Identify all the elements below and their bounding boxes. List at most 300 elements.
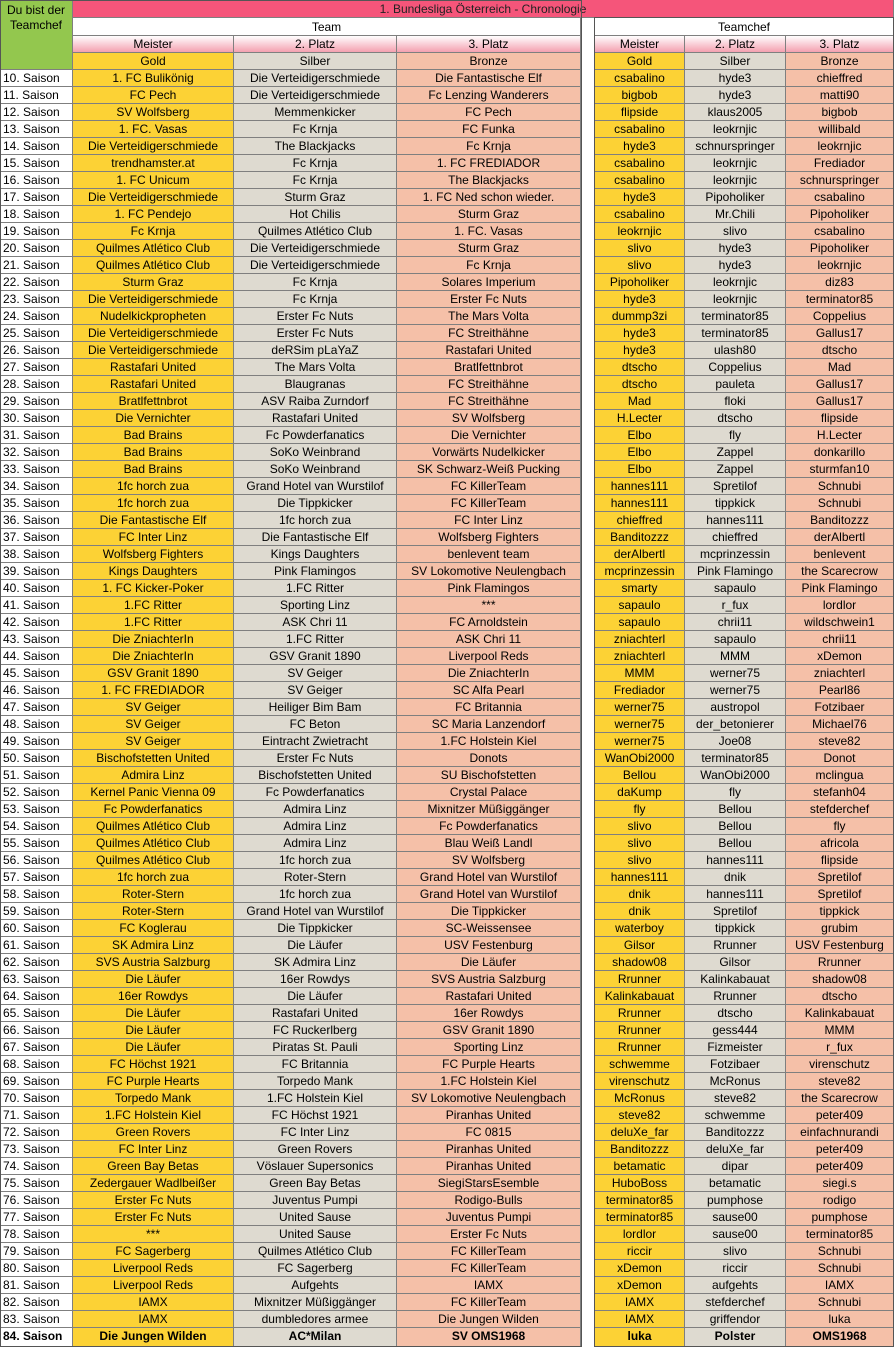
chef-platz3: Schnubi — [786, 1294, 894, 1311]
team-meister: GSV Granit 1890 — [73, 665, 234, 682]
chef-meister: dtscho — [595, 376, 685, 393]
season-label: 62. Saison — [0, 954, 73, 971]
team-meister: Rastafari United — [73, 376, 234, 393]
chef-platz3: Spretilof — [786, 886, 894, 903]
team-platz2: FC Inter Linz — [234, 1124, 397, 1141]
team-platz2: Erster Fc Nuts — [234, 308, 397, 325]
team-meister: Die Läufer — [73, 1005, 234, 1022]
chef-platz2: leokrnjic — [685, 274, 786, 291]
chef-platz2: Bellou — [685, 835, 786, 852]
team-meister: Torpedo Mank — [73, 1090, 234, 1107]
chef-meister: deluXe_far — [595, 1124, 685, 1141]
team-meister: SK Admira Linz — [73, 937, 234, 954]
chef-platz3: diz83 — [786, 274, 894, 291]
team-platz3: FC KillerTeam — [397, 478, 581, 495]
team-platz2: Memmenkicker — [234, 104, 397, 121]
chef-platz3: dtscho — [786, 342, 894, 359]
chef-platz2: chieffred — [685, 529, 786, 546]
chef-platz3: Banditozzz — [786, 512, 894, 529]
team-platz2: Aufgehts — [234, 1277, 397, 1294]
team-platz3: 1.FC Holstein Kiel — [397, 1073, 581, 1090]
team-meister: FC Pech — [73, 87, 234, 104]
chef-meister: Frediador — [595, 682, 685, 699]
season-label: 82. Saison — [0, 1294, 73, 1311]
team-platz3: SVS Austria Salzburg — [397, 971, 581, 988]
team-meister: Roter-Stern — [73, 903, 234, 920]
team-platz3: FC Purple Hearts — [397, 1056, 581, 1073]
chef-platz2: schnurspringer — [685, 138, 786, 155]
team-platz3: FC 0815 — [397, 1124, 581, 1141]
chef-platz2: sause00 — [685, 1209, 786, 1226]
season-label: 56. Saison — [0, 852, 73, 869]
team-meister: Sturm Graz — [73, 274, 234, 291]
chef-platz3: flipside — [786, 410, 894, 427]
season-label: 77. Saison — [0, 1209, 73, 1226]
chef-meister: Elbo — [595, 461, 685, 478]
chef-platz3: IAMX — [786, 1277, 894, 1294]
team-meister: Bad Brains — [73, 461, 234, 478]
season-label: 78. Saison — [0, 1226, 73, 1243]
chef-platz3: USV Festenburg — [786, 937, 894, 954]
team-meister: Die Verteidigerschmiede — [73, 342, 234, 359]
season-label: 21. Saison — [0, 257, 73, 274]
chef-platz2: aufgehts — [685, 1277, 786, 1294]
team-meister: Green Rovers — [73, 1124, 234, 1141]
team-platz2: Fc Krnja — [234, 121, 397, 138]
chef-platz2: dipar — [685, 1158, 786, 1175]
chef-platz3: terminator85 — [786, 1226, 894, 1243]
chef-meister: hannes111 — [595, 495, 685, 512]
season-label: 63. Saison — [0, 971, 73, 988]
chef-platz2: slivo — [685, 223, 786, 240]
chef-meister: hannes111 — [595, 478, 685, 495]
chef-meister: hyde3 — [595, 291, 685, 308]
season-label: 80. Saison — [0, 1260, 73, 1277]
season-label: 16. Saison — [0, 172, 73, 189]
chef-platz2: sapaulo — [685, 631, 786, 648]
team-platz2: Admira Linz — [234, 818, 397, 835]
chef-platz3: grubim — [786, 920, 894, 937]
chef-platz3: Schnubi — [786, 478, 894, 495]
team-platz2: SV Geiger — [234, 665, 397, 682]
team-platz3: Blau Weiß Landl — [397, 835, 581, 852]
team-platz2: Green Rovers — [234, 1141, 397, 1158]
chef-meister: steve82 — [595, 1107, 685, 1124]
team-platz2: Erster Fc Nuts — [234, 750, 397, 767]
chef-platz3: Donot — [786, 750, 894, 767]
team-meister: trendhamster.at — [73, 155, 234, 172]
team-platz3: ASK Chri 11 — [397, 631, 581, 648]
season-label: 15. Saison — [0, 155, 73, 172]
chef-platz3: steve82 — [786, 1073, 894, 1090]
chef-meister: Rrunner — [595, 1039, 685, 1056]
medal-bronze-chef: Bronze — [786, 53, 894, 70]
chef-platz3: fly — [786, 818, 894, 835]
chef-platz3: MMM — [786, 1022, 894, 1039]
team-meister: 1. FC Kicker-Poker — [73, 580, 234, 597]
chef-platz3: stefanh04 — [786, 784, 894, 801]
team-platz2: Die Verteidigerschmiede — [234, 240, 397, 257]
team-platz2: Die Verteidigerschmiede — [234, 257, 397, 274]
chef-meister: MMM — [595, 665, 685, 682]
chef-platz2: dnik — [685, 869, 786, 886]
chef-platz2: Mr.Chili — [685, 206, 786, 223]
chef-platz3: peter409 — [786, 1141, 894, 1158]
chef-meister: HuboBoss — [595, 1175, 685, 1192]
team-platz3: Sporting Linz — [397, 1039, 581, 1056]
chef-platz2: betamatic — [685, 1175, 786, 1192]
team-platz2: Vöslauer Supersonics — [234, 1158, 397, 1175]
team-platz3: Grand Hotel van Wurstilof — [397, 886, 581, 903]
chef-meister: H.Lecter — [595, 410, 685, 427]
chef-platz2: hyde3 — [685, 257, 786, 274]
team-platz3: FC KillerTeam — [397, 1260, 581, 1277]
team-platz2: 1.FC Holstein Kiel — [234, 1090, 397, 1107]
team-platz3: SC Alfa Pearl — [397, 682, 581, 699]
chef-platz3: Gallus17 — [786, 376, 894, 393]
team-platz3: Donots — [397, 750, 581, 767]
medal-bronze-team: Bronze — [397, 53, 581, 70]
chef-meister: waterboy — [595, 920, 685, 937]
medal-gold-team: Gold — [73, 53, 234, 70]
team-meister: 1. FC Bulikönig — [73, 70, 234, 87]
team-meister: Die Verteidigerschmiede — [73, 138, 234, 155]
team-platz2: Sturm Graz — [234, 189, 397, 206]
team-platz2: FC Ruckerlberg — [234, 1022, 397, 1039]
chef-platz3: xDemon — [786, 648, 894, 665]
chef-meister: hyde3 — [595, 189, 685, 206]
team-meister: Die Läufer — [73, 971, 234, 988]
team-meister: FC Koglerau — [73, 920, 234, 937]
team-platz2: Torpedo Mank — [234, 1073, 397, 1090]
chef-platz3: Pink Flamingo — [786, 580, 894, 597]
team-meister: IAMX — [73, 1311, 234, 1328]
chef-platz3: luka — [786, 1311, 894, 1328]
team-meister: 1.FC Ritter — [73, 597, 234, 614]
chef-meister: xDemon — [595, 1277, 685, 1294]
chef-platz2: Fizmeister — [685, 1039, 786, 1056]
team-meister: Quilmes Atlético Club — [73, 818, 234, 835]
team-platz3: Solares Imperium — [397, 274, 581, 291]
chef-platz3: leokrnjic — [786, 257, 894, 274]
page-title: 1. Bundesliga Österreich - Chronologie — [73, 0, 894, 18]
season-label: 31. Saison — [0, 427, 73, 444]
season-label: 39. Saison — [0, 563, 73, 580]
team-platz3: SiegiStarsEsemble — [397, 1175, 581, 1192]
team-platz2: Die Läufer — [234, 988, 397, 1005]
season-label: 73. Saison — [0, 1141, 73, 1158]
chef-platz2: stefderchef — [685, 1294, 786, 1311]
group-team-header: Team — [73, 18, 581, 36]
season-label: 74. Saison — [0, 1158, 73, 1175]
team-platz2: Fc Krnja — [234, 155, 397, 172]
chef-platz2: leokrnjic — [685, 291, 786, 308]
team-platz3: The Blackjacks — [397, 172, 581, 189]
season-label: 11. Saison — [0, 87, 73, 104]
chef-platz3: Schnubi — [786, 495, 894, 512]
season-label: 34. Saison — [0, 478, 73, 495]
chef-platz2: sapaulo — [685, 580, 786, 597]
chef-platz3: derAlbertl — [786, 529, 894, 546]
chef-platz3: lordlor — [786, 597, 894, 614]
team-meister: SVS Austria Salzburg — [73, 954, 234, 971]
chef-meister: dummp3zi — [595, 308, 685, 325]
season-label: 22. Saison — [0, 274, 73, 291]
chef-platz2: griffendor — [685, 1311, 786, 1328]
team-platz3: Liverpool Reds — [397, 648, 581, 665]
chef-meister: xDemon — [595, 1260, 685, 1277]
chef-platz3: Frediador — [786, 155, 894, 172]
chef-meister: hyde3 — [595, 325, 685, 342]
chef-platz3: Gallus17 — [786, 393, 894, 410]
chef-platz2: hyde3 — [685, 70, 786, 87]
team-platz3: FC KillerTeam — [397, 1243, 581, 1260]
chef-platz2: leokrnjic — [685, 172, 786, 189]
chef-platz2: Pink Flamingo — [685, 563, 786, 580]
team-meister: 1fc horch zua — [73, 869, 234, 886]
season-label: 30. Saison — [0, 410, 73, 427]
team-platz2: ASK Chri 11 — [234, 614, 397, 631]
team-platz2: AC*Milan — [234, 1328, 397, 1347]
season-label: 18. Saison — [0, 206, 73, 223]
team-platz2: Die Tippkicker — [234, 920, 397, 937]
chef-platz2: hannes111 — [685, 512, 786, 529]
chef-meister: dnik — [595, 903, 685, 920]
season-label: 69. Saison — [0, 1073, 73, 1090]
team-platz3: SV Lokomotive Neulengbach — [397, 563, 581, 580]
team-platz2: Grand Hotel van Wurstilof — [234, 478, 397, 495]
team-platz2: United Sause — [234, 1209, 397, 1226]
team-platz2: Fc Powderfanatics — [234, 427, 397, 444]
team-platz3: *** — [397, 597, 581, 614]
chef-meister: daKump — [595, 784, 685, 801]
chef-platz2: tippkick — [685, 495, 786, 512]
season-label: 53. Saison — [0, 801, 73, 818]
chef-platz3: csabalino — [786, 223, 894, 240]
team-platz3: GSV Granit 1890 — [397, 1022, 581, 1039]
chef-platz2: der_betonierer — [685, 716, 786, 733]
chef-meister: Bellou — [595, 767, 685, 784]
season-label: 55. Saison — [0, 835, 73, 852]
season-label: 72. Saison — [0, 1124, 73, 1141]
chef-platz3: Michael76 — [786, 716, 894, 733]
team-meister: Admira Linz — [73, 767, 234, 784]
season-label: 20. Saison — [0, 240, 73, 257]
team-platz2: SV Geiger — [234, 682, 397, 699]
team-meister: Quilmes Atlético Club — [73, 240, 234, 257]
team-platz3: Crystal Palace — [397, 784, 581, 801]
team-platz3: 1. FC. Vasas — [397, 223, 581, 240]
chef-meister: csabalino — [595, 121, 685, 138]
team-platz2: 1fc horch zua — [234, 852, 397, 869]
chef-platz2: Spretilof — [685, 903, 786, 920]
team-platz2: Pink Flamingos — [234, 563, 397, 580]
chef-platz2: fly — [685, 784, 786, 801]
team-platz2: deRSim pLaYaZ — [234, 342, 397, 359]
chef-platz3: Coppelius — [786, 308, 894, 325]
team-platz2: Admira Linz — [234, 835, 397, 852]
team-platz3: 1.FC Holstein Kiel — [397, 733, 581, 750]
season-label: 61. Saison — [0, 937, 73, 954]
team-platz2: Sporting Linz — [234, 597, 397, 614]
team-platz3: SC-Weissensee — [397, 920, 581, 937]
chef-meister: Elbo — [595, 427, 685, 444]
team-platz3: USV Festenburg — [397, 937, 581, 954]
chef-platz2: sause00 — [685, 1226, 786, 1243]
team-platz2: Erster Fc Nuts — [234, 325, 397, 342]
chef-meister: Rrunner — [595, 971, 685, 988]
chef-platz3: matti90 — [786, 87, 894, 104]
chef-platz2: steve82 — [685, 1090, 786, 1107]
medal-silver-chef: Silber — [685, 53, 786, 70]
team-platz3: Mixnitzer Müßiggänger — [397, 801, 581, 818]
season-label: 28. Saison — [0, 376, 73, 393]
season-label: 43. Saison — [0, 631, 73, 648]
season-label: 58. Saison — [0, 886, 73, 903]
team-platz3: Erster Fc Nuts — [397, 291, 581, 308]
chef-platz3: csabalino — [786, 189, 894, 206]
season-label: 65. Saison — [0, 1005, 73, 1022]
chef-meister: dnik — [595, 886, 685, 903]
chef-platz2: Rrunner — [685, 937, 786, 954]
team-platz2: 1.FC Ritter — [234, 580, 397, 597]
team-meister: Kernel Panic Vienna 09 — [73, 784, 234, 801]
season-label: 60. Saison — [0, 920, 73, 937]
team-meister: Green Bay Betas — [73, 1158, 234, 1175]
team-platz3: Die Tippkicker — [397, 903, 581, 920]
team-platz2: Piratas St. Pauli — [234, 1039, 397, 1056]
chef-platz2: chrii11 — [685, 614, 786, 631]
season-label: 40. Saison — [0, 580, 73, 597]
chef-platz2: klaus2005 — [685, 104, 786, 121]
chef-meister: IAMX — [595, 1294, 685, 1311]
chef-platz2: gess444 — [685, 1022, 786, 1039]
chef-meister: luka — [595, 1328, 685, 1347]
chef-meister: bigbob — [595, 87, 685, 104]
chef-platz3: africola — [786, 835, 894, 852]
chef-platz3: chrii11 — [786, 631, 894, 648]
chef-platz2: Gilsor — [685, 954, 786, 971]
team-platz2: SoKo Weinbrand — [234, 444, 397, 461]
team-meister: Quilmes Atlético Club — [73, 835, 234, 852]
season-label: 13. Saison — [0, 121, 73, 138]
team-platz3: SV Wolfsberg — [397, 410, 581, 427]
chef-platz3: stefderchef — [786, 801, 894, 818]
team-meister: Die ZniachterIn — [73, 648, 234, 665]
team-platz2: Eintracht Zwietracht — [234, 733, 397, 750]
team-platz2: Juventus Pumpi — [234, 1192, 397, 1209]
season-label: 27. Saison — [0, 359, 73, 376]
team-platz3: Erster Fc Nuts — [397, 1226, 581, 1243]
season-label: 45. Saison — [0, 665, 73, 682]
chef-meister: Rrunner — [595, 1022, 685, 1039]
chef-platz2: leokrnjic — [685, 155, 786, 172]
chef-platz3: peter409 — [786, 1107, 894, 1124]
chef-meister: zniachterl — [595, 648, 685, 665]
team-platz2: FC Britannia — [234, 1056, 397, 1073]
chef-meister: csabalino — [595, 206, 685, 223]
chef-platz3: Rrunner — [786, 954, 894, 971]
team-platz3: FC KillerTeam — [397, 495, 581, 512]
team-platz3: Piranhas United — [397, 1107, 581, 1124]
team-meister: Fc Krnja — [73, 223, 234, 240]
season-label: 17. Saison — [0, 189, 73, 206]
team-platz3: FC Streithähne — [397, 393, 581, 410]
col-team-platz2: 2. Platz — [234, 36, 397, 53]
chef-platz3: leokrnjic — [786, 138, 894, 155]
chef-meister: Banditozzz — [595, 1141, 685, 1158]
chef-platz2: Polster — [685, 1328, 786, 1347]
team-platz2: SK Admira Linz — [234, 954, 397, 971]
chef-meister: sapaulo — [595, 597, 685, 614]
chef-platz2: leokrnjic — [685, 121, 786, 138]
chef-meister: derAlbertl — [595, 546, 685, 563]
chef-platz2: pauleta — [685, 376, 786, 393]
team-meister: Nudelkickpropheten — [73, 308, 234, 325]
team-meister: Die Vernichter — [73, 410, 234, 427]
chef-platz2: terminator85 — [685, 308, 786, 325]
chef-platz2: hannes111 — [685, 852, 786, 869]
chef-meister: Banditozzz — [595, 529, 685, 546]
season-label: 14. Saison — [0, 138, 73, 155]
season-label: 84. Saison — [0, 1328, 73, 1347]
team-platz3: SV Lokomotive Neulengbach — [397, 1090, 581, 1107]
chef-meister: virenschutz — [595, 1073, 685, 1090]
team-platz3: 1. FC Ned schon wieder. — [397, 189, 581, 206]
chef-platz2: Coppelius — [685, 359, 786, 376]
season-label: 83. Saison — [0, 1311, 73, 1328]
season-label: 52. Saison — [0, 784, 73, 801]
chef-meister: slivo — [595, 835, 685, 852]
team-platz2: Hot Chilis — [234, 206, 397, 223]
chef-platz2: hyde3 — [685, 240, 786, 257]
team-platz2: Fc Krnja — [234, 172, 397, 189]
team-platz3: Vorwärts Nudelkicker — [397, 444, 581, 461]
chef-platz3: Schnubi — [786, 1243, 894, 1260]
chef-meister: terminator85 — [595, 1209, 685, 1226]
medal-gold-chef: Gold — [595, 53, 685, 70]
team-platz2: United Sause — [234, 1226, 397, 1243]
col-team-platz3: 3. Platz — [397, 36, 581, 53]
col-team-meister: Meister — [73, 36, 234, 53]
team-platz3: Grand Hotel van Wurstilof — [397, 869, 581, 886]
season-label: 41. Saison — [0, 597, 73, 614]
team-meister: SV Geiger — [73, 733, 234, 750]
chef-platz3: pumphose — [786, 1209, 894, 1226]
team-platz3: Fc Lenzing Wanderers — [397, 87, 581, 104]
team-platz3: Rastafari United — [397, 988, 581, 1005]
chef-platz3: zniachterl — [786, 665, 894, 682]
chef-platz2: Zappel — [685, 444, 786, 461]
season-label: 10. Saison — [0, 70, 73, 87]
team-meister: Wolfsberg Fighters — [73, 546, 234, 563]
team-platz2: Mixnitzer Müßiggänger — [234, 1294, 397, 1311]
team-meister: Die ZniachterIn — [73, 631, 234, 648]
chef-platz2: werner75 — [685, 665, 786, 682]
chef-platz2: Joe08 — [685, 733, 786, 750]
medal-silver-team: Silber — [234, 53, 397, 70]
team-platz2: Grand Hotel van Wurstilof — [234, 903, 397, 920]
team-platz3: FC Pech — [397, 104, 581, 121]
team-meister: Rastafari United — [73, 359, 234, 376]
team-platz2: FC Höchst 1921 — [234, 1107, 397, 1124]
team-meister: 1.FC Holstein Kiel — [73, 1107, 234, 1124]
team-meister: Bad Brains — [73, 444, 234, 461]
chef-platz2: schwemme — [685, 1107, 786, 1124]
team-meister: Erster Fc Nuts — [73, 1209, 234, 1226]
season-label: 35. Saison — [0, 495, 73, 512]
season-label: 70. Saison — [0, 1090, 73, 1107]
